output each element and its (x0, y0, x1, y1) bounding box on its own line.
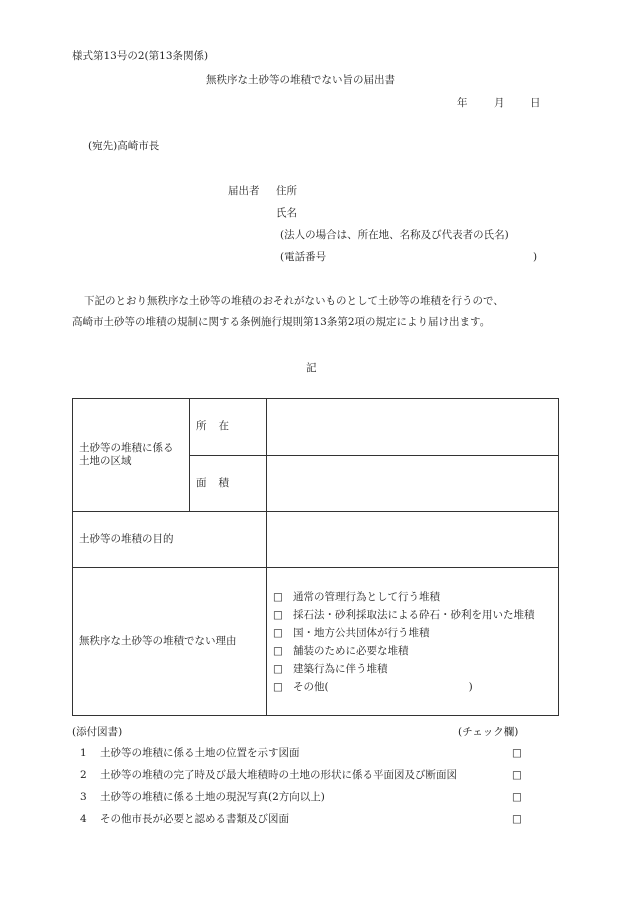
checkbox-icon[interactable]: □ (512, 791, 522, 803)
attachment-number: 4 (80, 813, 87, 825)
attachment-number: 1 (80, 747, 87, 759)
attachment-text: 土砂等の堆積の完了時及び最大堆積時の土地の形状に係る平面図及び断面図 (100, 769, 457, 781)
attachment-text: その他市長が必要と認める書類及び図面 (100, 813, 289, 825)
attachment-item (80, 813, 530, 831)
checkbox-icon[interactable]: □ (512, 747, 522, 759)
details-table (72, 398, 559, 716)
declaration-line-2: 高崎市土砂等の堆積の規制に関する条例施行規則第13条第2項の規定により届け出ます。 (72, 316, 491, 328)
location-label-cell (190, 399, 267, 456)
checkbox-icon[interactable]: □ (273, 680, 283, 693)
notifier-label: 届出者 (228, 185, 260, 197)
phone-label: (電話番号 (280, 251, 327, 263)
area-label-cell (190, 456, 267, 512)
form-number: 様式第13号の2(第13条関係) (72, 50, 209, 62)
attachment-text: 土砂等の堆積に係る土地の位置を示す図面 (100, 747, 300, 759)
location-label: 所在 (196, 420, 241, 433)
purpose-label: 土砂等の堆積の目的 (73, 512, 267, 568)
checkbox-icon[interactable]: □ (512, 813, 522, 825)
area-label: 面積 (196, 476, 241, 489)
land-area-label: 土砂等の堆積に係る土地の区域 (73, 399, 190, 512)
reason-label: 無秩序な土砂等の堆積でない理由 (73, 568, 267, 716)
checkbox-icon[interactable]: □ (273, 608, 283, 621)
attachment-number: 2 (80, 769, 87, 781)
attachment-item (80, 747, 530, 765)
check-column-heading: (チェック欄) (458, 726, 519, 738)
corporate-note: (法人の場合は、所在地、名称及び代表者の氏名) (280, 229, 509, 241)
reason-text: 舗装のために必要な堆積 (293, 644, 409, 657)
purpose-value-cell[interactable] (267, 512, 559, 568)
area-value-cell[interactable] (267, 456, 559, 512)
reason-option[interactable] (273, 606, 552, 624)
attachment-item (80, 791, 530, 809)
addressee: (宛先)高崎市長 (88, 140, 160, 152)
attachment-text: 土砂等の堆積に係る土地の現況写真(2方向以上) (100, 791, 325, 803)
date-day-label: 日 (530, 97, 541, 109)
checkbox-icon[interactable]: □ (273, 644, 283, 657)
checkbox-icon[interactable]: □ (273, 662, 283, 675)
other-close: ) (468, 680, 473, 693)
date-year-label: 年 (457, 97, 468, 109)
phone-close: ) (533, 251, 538, 263)
checkbox-icon[interactable]: □ (273, 590, 283, 603)
reason-option[interactable] (273, 660, 552, 678)
name-label: 氏名 (276, 207, 297, 219)
reason-text: 国・地方公共団体が行う堆積 (293, 626, 430, 639)
reason-text: 通常の管理行為として行う堆積 (293, 590, 440, 603)
checkbox-icon[interactable]: □ (273, 626, 283, 639)
note-heading: 記 (306, 362, 317, 374)
reason-option[interactable] (273, 642, 552, 660)
declaration-paragraph (72, 291, 562, 333)
reason-option-other[interactable] (273, 678, 552, 696)
other-label: その他( (293, 680, 329, 693)
reason-option[interactable] (273, 624, 552, 642)
reason-text: 採石法・砂利採取法による砕石・砂利を用いた堆積 (293, 608, 535, 621)
location-value-cell[interactable] (267, 399, 559, 456)
checkbox-icon[interactable]: □ (512, 769, 522, 781)
declaration-line-1: 下記のとおり無秩序な土砂等の堆積のおそれがないものとして土砂等の堆積を行うので、 (84, 295, 504, 307)
attachment-item (80, 769, 530, 787)
attachment-number: 3 (80, 791, 87, 803)
address-label: 住所 (276, 185, 297, 197)
reason-options (267, 568, 559, 716)
reason-text: 建築行為に伴う堆積 (293, 662, 388, 675)
date-month-label: 月 (494, 97, 505, 109)
attachments-heading: (添付図書) (72, 726, 123, 738)
reason-option[interactable] (273, 588, 552, 606)
form-title: 無秩序な土砂等の堆積でない旨の届出書 (206, 74, 395, 86)
